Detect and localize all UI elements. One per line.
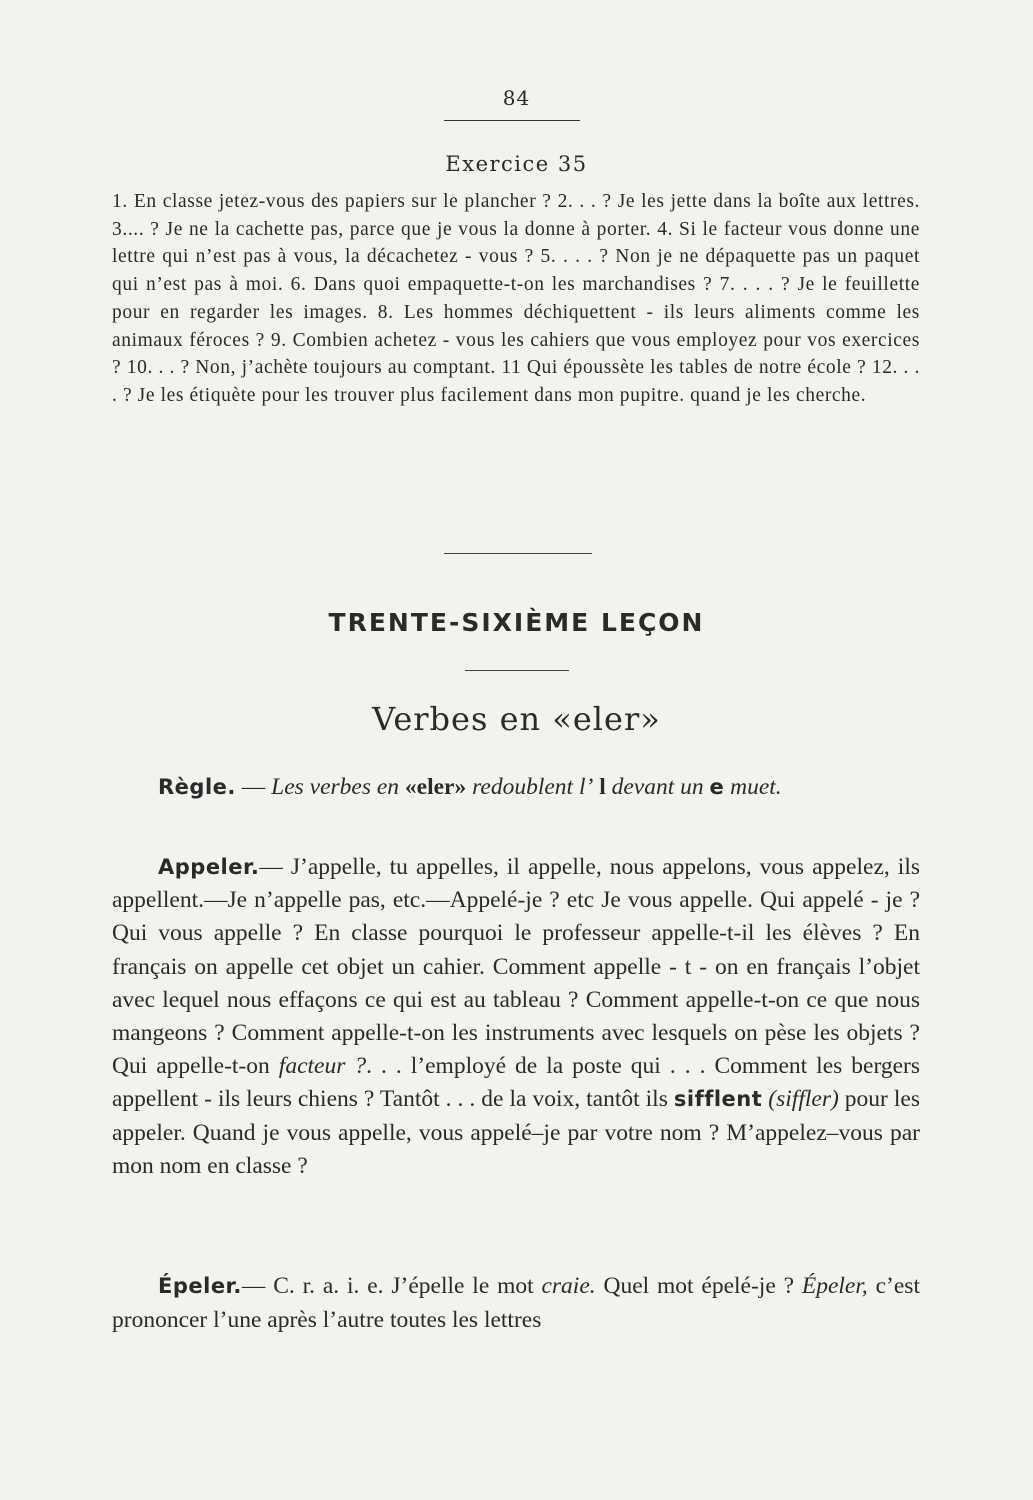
rule-article: l’: [578, 774, 594, 800]
exercise-text: 1. En classe jetez-vous des papiers sur le plancher ? 2. . . ? Je les jette dans la boîte aux lettres. 3.... ? Je ne la cachette pas, parce que je vous la donne à porter. 4. Si le facteur vous donne une lettre qui n’est pas à vous, la décachetez - vous ? 5. . . . ? Non je ne dépaquette pas un paquet qui n’est pas à moi. 6. Dans quoi empaquette-t-on les marchandises ? 7. . . . ? Je le feuillette pour en regarder les images. 8. Les hommes déchiquettent - ils leurs aliments comme les animaux féroces ? 9. Combien achetez - vous les cahiers que vous employez pour vos exercices ? 10. . . ? Non, j’achète toujours au comptant. 11 Qui époussète les tables de notre école ? 12. . . . ? Je les étiquète pour les trouver plus facilement dans mon pupitre. quand je les cherche.: [112, 191, 920, 406]
appeler-facteur: facteur ?: [278, 1053, 367, 1080]
rule-text-1: Les verbes en: [271, 774, 405, 800]
rule-text-2: redoublent: [466, 774, 579, 800]
epeler-paragraph: [112, 1269, 920, 1337]
section-divider: [444, 553, 592, 554]
rule-text-3: devant un: [611, 774, 704, 800]
rule-letter-e: e: [709, 775, 725, 799]
appeler-label: Appeler.: [158, 855, 260, 879]
rule-eler: «eler»: [404, 774, 467, 800]
appeler-text-3: pour les appeler. Quand je vous appelle, vous appelé–je par votre nom ? M’appelez–vous par mon nom en classe ?: [112, 1086, 920, 1179]
epeler-craie: craie.: [541, 1273, 596, 1299]
rule-dash: —: [235, 774, 272, 800]
appeler-text-1: — J’appelle, tu appelles, il appelle, nous appelons, vous appelez, ils appellent.—Je n’appelle pas, etc.—Appelé-je ? etc Je vous appelle. Qui appelé - je ? Qui vous appelle ? En classe pourquoi le professeur appelle-t-il les élèves ? En français on appelle cet objet un cahier. Comment appelle - t - on en français l’objet avec lequel nous effaçons ce qui est au tableau ? Comment appelle-t-on ce que nous mangeons ? Comment appelle-t-on les instruments avec lesquels on pèse les objets ? Qui appelle-t-on: [112, 854, 920, 1080]
appeler-sifflent: sifflent: [673, 1087, 763, 1112]
rule-label: Règle.: [158, 775, 236, 799]
page-number-rule: [444, 120, 580, 121]
epeler-text-2: Quel mot épelé-je ?: [595, 1273, 802, 1299]
rule-text-4: muet.: [724, 774, 782, 800]
epeler-text-1: — C. r. a. i. e. J’épelle le mot: [241, 1273, 542, 1299]
rule-letter-l: l: [593, 774, 612, 800]
page-number: 84: [502, 86, 531, 110]
exercise-title: Exercice 35: [445, 152, 588, 176]
epeler-definition-term: Épeler,: [801, 1273, 868, 1299]
appeler-siffler: (siffler): [768, 1086, 839, 1113]
lesson-title: TRENTE-SIXIÈME LEÇON: [328, 608, 705, 637]
epeler-label: Épeler.: [158, 1274, 242, 1298]
rule-paragraph: [112, 770, 920, 804]
section-title: Verbes en «eler»: [372, 700, 661, 738]
appeler-text-2: . . . l’employé de la poste qui . . . Comment les bergers appellent - ils leurs chiens ? Tantôt . . . de la voix, tantôt ils: [112, 1053, 921, 1113]
appeler-paragraph: [112, 851, 920, 1183]
epeler-text-3: c’est prononcer l’une après l’autre toutes les lettres: [112, 1273, 920, 1333]
lesson-divider: [465, 670, 569, 671]
